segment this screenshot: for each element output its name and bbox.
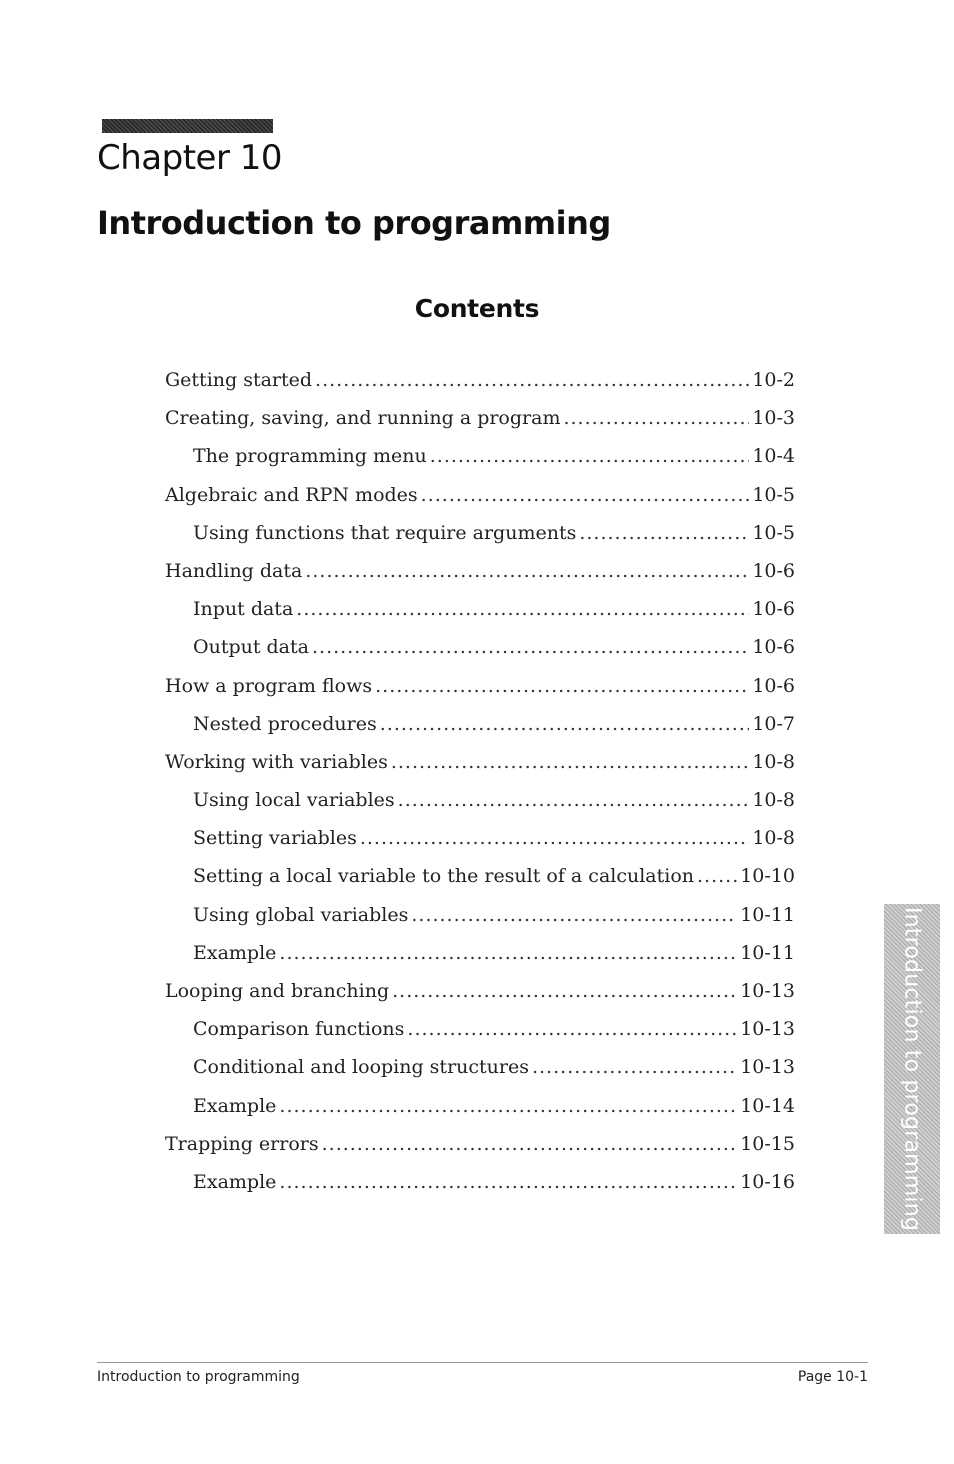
toc-entry-title: Using global variables [193, 903, 409, 926]
toc-entry-page: 10-14 [740, 1094, 795, 1117]
footer-divider [97, 1362, 868, 1363]
toc-entry-title: Working with variables [165, 750, 388, 773]
toc-entry-title: Handling data [165, 559, 303, 582]
toc-entry[interactable] [165, 552, 795, 590]
toc-dot-leader [322, 1125, 738, 1163]
toc-entry[interactable] [165, 896, 795, 934]
toc-entry-page: 10-11 [740, 941, 795, 964]
toc-entry-title: Using local variables [193, 789, 395, 812]
toc-entry[interactable] [165, 361, 795, 399]
toc-entry[interactable] [165, 1087, 795, 1125]
toc-dot-leader [391, 743, 749, 781]
toc-entry[interactable] [165, 972, 795, 1010]
toc-entry[interactable] [165, 1048, 795, 1086]
toc-entry-title: Example [193, 941, 277, 964]
toc-dot-leader [296, 590, 749, 628]
toc-entry-page: 10-7 [752, 712, 795, 735]
toc-entry[interactable] [165, 743, 795, 781]
toc-entry-page: 10-15 [740, 1132, 795, 1155]
toc-entry-page: 10-2 [752, 369, 795, 391]
toc-entry-page: 10-10 [740, 865, 795, 888]
toc-entry-title: How a program flows [165, 674, 373, 697]
toc-entry-page: 10-11 [740, 903, 795, 926]
toc-dot-leader [532, 1048, 737, 1086]
toc-entry-title: Input data [193, 598, 294, 621]
toc-entry-title: Getting started [165, 369, 313, 391]
toc-entry-title: Nested procedures [193, 712, 377, 735]
toc-entry-page: 10-6 [752, 636, 795, 659]
toc-entry-page: 10-6 [752, 559, 795, 582]
chapter-number: Chapter 10 [97, 138, 283, 178]
toc-entry-title: Using functions that require arguments [193, 521, 577, 544]
toc-entry-title: Output data [193, 636, 309, 659]
toc-entry[interactable] [165, 437, 795, 475]
toc-entry-page: 10-13 [740, 980, 795, 1002]
toc-dot-leader [421, 476, 750, 514]
toc-dot-leader [279, 1163, 737, 1201]
toc-dot-leader [380, 705, 750, 743]
toc-entry[interactable] [165, 857, 795, 895]
toc-entry-title: Example [193, 1094, 277, 1117]
toc-entry[interactable] [165, 1125, 795, 1163]
toc-entry[interactable] [165, 1010, 795, 1048]
toc-entry-page: 10-5 [752, 521, 795, 544]
side-tab-label: Introduction to programming [899, 906, 925, 1232]
toc-entry-title: Example [193, 1170, 277, 1193]
chapter-side-tab [884, 904, 940, 1234]
toc-entry[interactable] [165, 819, 795, 857]
chapter-title: Introduction to programming [97, 204, 611, 242]
contents-heading: Contents [414, 294, 540, 323]
toc-dot-leader [697, 857, 737, 895]
toc-dot-leader [407, 1010, 737, 1048]
toc-dot-leader [305, 552, 749, 590]
toc-entry-title: Conditional and looping structures [193, 1056, 529, 1079]
toc-entry-title: The programming menu [193, 445, 427, 468]
toc-entry-title: Algebraic and RPN modes [165, 483, 418, 506]
toc-dot-leader [360, 819, 749, 857]
toc-dot-leader [411, 896, 737, 934]
toc-entry-page: 10-8 [752, 750, 795, 773]
toc-entry[interactable] [165, 514, 795, 552]
toc-entry-page: 10-16 [740, 1170, 795, 1193]
toc-entry-title: Looping and branching [165, 980, 390, 1002]
toc-entry-page: 10-8 [752, 789, 795, 812]
table-of-contents [165, 361, 795, 1201]
toc-dot-leader [315, 361, 749, 399]
toc-entry-title: Comparison functions [193, 1018, 405, 1041]
toc-dot-leader [279, 1087, 737, 1125]
toc-entry-title: Creating, saving, and running a program [165, 407, 561, 430]
footer-chapter-title: Introduction to programming [97, 1369, 300, 1385]
toc-entry-page: 10-4 [752, 445, 795, 468]
toc-entry-page: 10-6 [752, 674, 795, 697]
toc-entry[interactable] [165, 628, 795, 666]
toc-dot-leader [312, 628, 749, 666]
toc-dot-leader [375, 667, 749, 705]
toc-entry[interactable] [165, 1163, 795, 1201]
toc-entry-title: Setting variables [193, 827, 357, 850]
toc-dot-leader [398, 781, 750, 819]
toc-dot-leader [430, 437, 750, 475]
toc-entry-page: 10-13 [740, 1056, 795, 1079]
toc-entry[interactable] [165, 934, 795, 972]
toc-entry-title: Setting a local variable to the result of a calculation [193, 865, 695, 888]
toc-entry[interactable] [165, 590, 795, 628]
toc-entry[interactable] [165, 476, 795, 514]
footer-page-number: Page 10-1 [797, 1369, 868, 1385]
chapter-marker-bar [102, 119, 273, 133]
toc-entry-title: Trapping errors [165, 1132, 319, 1155]
toc-entry[interactable] [165, 667, 795, 705]
toc-entry-page: 10-13 [740, 1018, 795, 1041]
toc-dot-leader [563, 399, 749, 437]
toc-entry[interactable] [165, 705, 795, 743]
toc-entry-page: 10-5 [752, 483, 795, 506]
toc-dot-leader [392, 972, 737, 1010]
toc-dot-leader [579, 514, 749, 552]
toc-entry-page: 10-8 [752, 827, 795, 850]
toc-entry-page: 10-6 [752, 598, 795, 621]
toc-entry[interactable] [165, 781, 795, 819]
toc-entry-page: 10-3 [752, 407, 795, 430]
toc-dot-leader [279, 934, 737, 972]
toc-entry[interactable] [165, 399, 795, 437]
